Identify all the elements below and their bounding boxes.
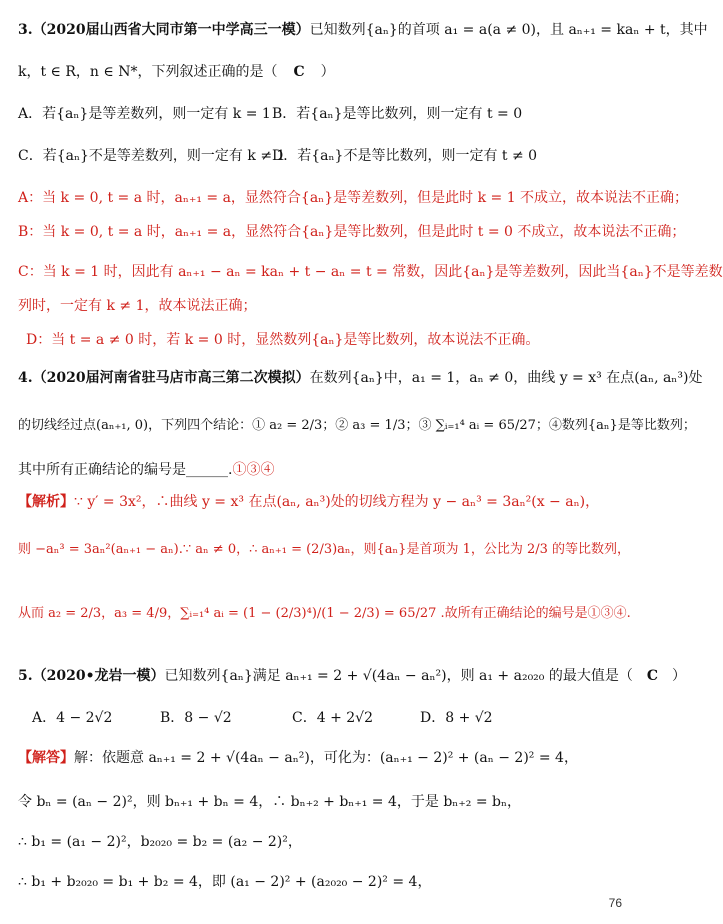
q3-line2 (18, 62, 626, 82)
q5-option-d: D．8 + √2 (420, 710, 493, 726)
q5-solution-1 (18, 748, 626, 768)
q3-stem-2: k，t ∈ R，n ∈ N*，下列叙述正确的是（ (18, 64, 278, 80)
q5-solution-3: ∴ b₁ = (a₁ − 2)²，b₂₀₂₀ = b₂ = (a₂ − 2)²， (18, 834, 302, 850)
q4-line1 (18, 368, 703, 388)
q3-option-d: D．若{aₙ}不是等比数列，则一定有 t ≠ 0 (272, 148, 538, 164)
q3-option-a: A．若{aₙ}是等差数列，则一定有 k = 1 (18, 106, 271, 122)
q3-explain-a: A：当 k = 0, t = a 时，aₙ₊₁ = a，显然符合{aₙ}是等差数列，但是此时 k = 1 不成立，故本说法不正确； (18, 190, 689, 206)
q3-explain-b: B：当 k = 0, t = a 时，aₙ₊₁ = a，显然符合{aₙ}是等比数列，但是此时 t = 0 不成立，故本说法不正确； (18, 224, 686, 240)
q4-solution-3: 从而 a₂ = 2/3，a₃ = 4/9，∑ᵢ₌₁⁴ aᵢ = (1 − (2/3)⁴)/(1 − 2/3) = 65/27 .故所有正确结论的编号是①③④. (18, 606, 631, 621)
q4-stem-1: 在数列{aₙ}中，a₁ = 1，aₙ ≠ 0，曲线 y = x³ 在点(aₙ, aₙ³)处 (309, 370, 703, 386)
q3-answer: C (293, 64, 305, 80)
q3-option-c: C．若{aₙ}不是等差数列，则一定有 k ≠ 1 (18, 148, 286, 164)
q5-stem-1-end: ） (672, 668, 687, 684)
q5-option-c: C．4 + 2√2 (292, 710, 373, 726)
q5-solution-tag: 【解答】 (18, 750, 74, 766)
q5-line1 (18, 666, 687, 686)
q4-solution-tag: 【解析】 (18, 494, 74, 510)
q5-answer: C (646, 668, 659, 684)
q5-option-a: A．4 − 2√2 (32, 710, 113, 726)
q5-solution-1-text: 解：依题意 aₙ₊₁ = 2 + √(4aₙ − aₙ²)，可化为：(aₙ₊₁ − 2)² + (aₙ − 2)² = 4， (74, 750, 578, 766)
q4-solution-2: 则 −aₙ³ = 3aₙ²(aₙ₊₁ − aₙ).∵ aₙ ≠ 0，∴ aₙ₊₁ = (2/3)aₙ，则{aₙ}是首项为 1，公比为 2/3 的等比数列， (18, 542, 631, 557)
page-number: 76 (608, 896, 622, 910)
q3-line1 (18, 20, 708, 40)
q3-explain-c2: 列时，一定有 k ≠ 1，故本说法正确； (18, 298, 257, 314)
q3-option-b: B．若{aₙ}是等比数列，则一定有 t = 0 (272, 106, 523, 122)
q3-header: 3.（2020届山西省大同市第一中学高三一模） (18, 22, 310, 38)
q4-solution-1 (18, 492, 626, 512)
q4-answer: ①③④ (232, 462, 275, 478)
q4-solution-1-text: ∵ y′ = 3x²，∴曲线 y = x³ 在点(aₙ, aₙ³)处的切线方程为 y − aₙ³ = 3aₙ²(x − aₙ)， (74, 494, 600, 510)
q3-stem-2-end: ） (320, 64, 335, 80)
q5-solution-2: 令 bₙ = (aₙ − 2)²，则 bₙ₊₁ + bₙ = 4，∴ bₙ₊₂ + bₙ₊₁ = 4，于是 bₙ₊₂ = bₙ， (18, 794, 522, 810)
q3-explain-c1: C：当 k = 1 时，因此有 aₙ₊₁ − aₙ = kaₙ + t − aₙ = t = 常数，因此{aₙ}是等差数列，因此当{aₙ}不是等差数 (18, 264, 723, 280)
q3-explain-d: D：当 t = a ≠ 0 时，若 k = 0 时，显然数列{aₙ}是等比数列，故本说法不正确。 (26, 332, 540, 348)
q5-header: 5.（2020•龙岩一模） (18, 668, 165, 684)
q5-solution-4: ∴ b₁ + b₂₀₂₀ = b₁ + b₂ = 4，即 (a₁ − 2)² + (a₂₀₂₀ − 2)² = 4， (18, 874, 432, 890)
q5-option-b: B．8 − √2 (160, 710, 232, 726)
q4-header: 4.（2020届河南省驻马店市高三第二次模拟） (18, 370, 310, 386)
q4-stem-2: 的切线经过点(aₙ₊₁, 0)，下列四个结论：① a₂ = 2/3；② a₃ = 1/3；③ ∑ᵢ₌₁⁴ aᵢ = 65/27；④数列{aₙ}是等比数列； (18, 418, 696, 433)
q4-stem-3: 其中所有正确结论的编号是______. (18, 462, 233, 478)
q5-stem-1: 已知数列{aₙ}满足 aₙ₊₁ = 2 + √(4aₙ − aₙ²)，则 a₁ + a₂₀₂₀ 的最大值是（ (164, 668, 633, 684)
q4-line3 (18, 460, 626, 480)
q3-stem-1: 已知数列{aₙ}的首项 a₁ = a(a ≠ 0)，且 aₙ₊₁ = kaₙ + t，其中 (309, 22, 708, 38)
